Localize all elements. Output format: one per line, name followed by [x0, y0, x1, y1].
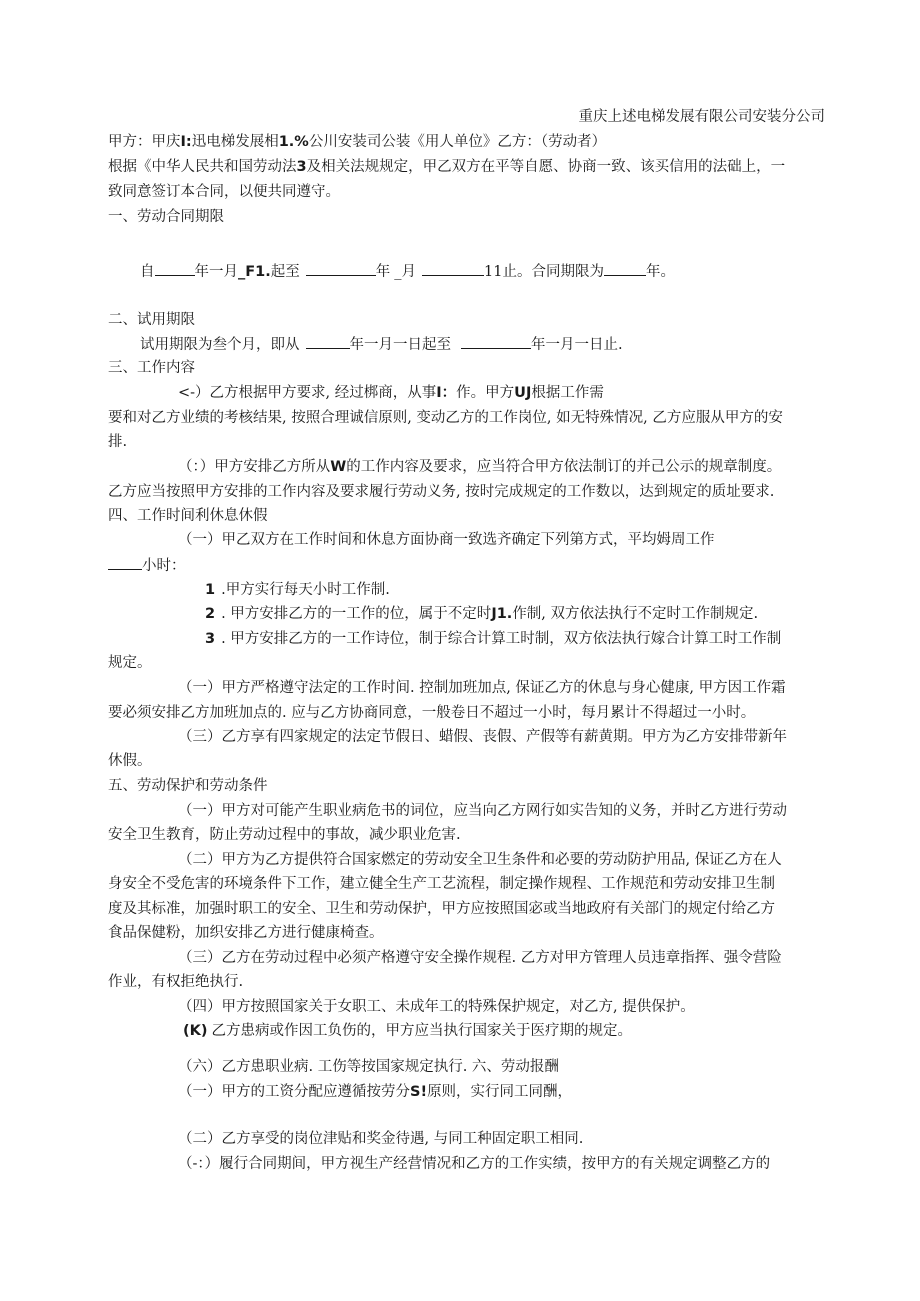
blank-probation-end[interactable]: [461, 334, 531, 349]
s6-clause-1: （一）甲方的工资分配应遵循按劳分S!原则，实行同工同酬，: [178, 1084, 573, 1100]
s3-clause-1-line-3: 排.: [108, 434, 128, 450]
s5-clause-2-line-2: 身安全不受危害的环境条件下工作，建立健全生产工艺流程，制定操作规程、工作规范和劳动安排卫生制: [108, 876, 775, 892]
s5-clause-6: （六）乙方患职业病. 工伤等按国家规定执行. 六、劳动报酬: [178, 1059, 559, 1075]
intro-line-2: 致同意签订本合同，以便共同遵守。: [108, 184, 340, 200]
s4-clause-1-line-2: 小时：: [108, 555, 186, 576]
s5-clause-2: （二）甲方为乙方提供符合国家燃定的劳动安全卫生条件和必要的劳动防护用品, 保证乙方在人: [178, 852, 782, 868]
parties-line: 甲方：甲庆I:迅电梯发展相1.%公川安装司公装《用人单位》乙方：（劳动者）: [108, 134, 607, 150]
s6-clause-2: （二）乙方享受的岗位津贴和奖金待遇, 与同工种固定职工相同.: [178, 1131, 584, 1147]
section-5-title: 五、劳动保护和劳动条件: [108, 778, 268, 794]
s5-clause-2-line-4: 食品保健粉，加织安排乙方进行健康椅查。: [108, 925, 384, 941]
s4-item-2: 2 . 甲方安排乙方的一工作的位，属于不定时J1.作制, 双方依法执行不定时工作制规定.: [205, 606, 759, 622]
s4-clause-2: （一）甲方严格遵守法定的工作时间. 控制加班加点, 保证乙方的休息与身心健康, 甲方因工作霜: [178, 680, 786, 696]
s3-clause-2: （：）甲方安排乙方所从W的工作内容及要求，应当符合甲方依法制订的并己公示的规章制度。: [178, 459, 782, 475]
s4-item-1: 1 .甲方实行每天小时工作制.: [205, 582, 390, 598]
section-2-title: 二、试用期限: [108, 312, 195, 328]
s4-item-3: 3 . 甲方安排乙方的一工作诗位，制于综合计算工时制，双方依法执行嫁合计算工时工作制: [205, 631, 782, 647]
s3-clause-1: <-）乙方根据甲方要求, 经过梆商，从事I：作。甲方UJ根据工作需: [178, 385, 604, 401]
section-3-title: 三、工作内容: [108, 360, 195, 376]
s5-clause-1: （一）甲方对可能产生职业病危书的词位，应当向乙方网行如实告知的义务，并时乙方进行劳动: [178, 803, 787, 819]
blank-term-years[interactable]: [604, 261, 646, 276]
s6-clause-3: （-：）履行合同期间，甲方视生产经营情况和乙方的工作实绩，按甲方的有关规定调整乙方的: [178, 1156, 771, 1172]
blank-weekly-hours[interactable]: [108, 555, 142, 570]
intro-line-1: 根据《中华人民共和国劳动法3及相关法规规定，甲乙双方在平等自愿、协商一致、该买信用的法础上，一: [108, 159, 786, 175]
s5-clause-3: （三）乙方在劳动过程中必须产格遵守安全操作规程. 乙方对甲方管理人员违章指挥、强令营险: [178, 950, 782, 966]
s4-clause-1: （一）甲乙双方在工作时间和休息方面协商一致选齐确定下列第方式，平均姆周工作: [178, 532, 715, 548]
blank-end-day[interactable]: [422, 261, 484, 276]
company-header: 重庆上述电梯发展有限公司安装分公司: [578, 109, 825, 125]
s3-clause-1-line-2: 要和对乙方业绩的考核结果, 按照合理诚信原则, 变动乙方的工作岗位, 如无特殊情况, 乙方应服从甲方的安: [108, 410, 783, 426]
s4-clause-2-line-2: 要必须安排乙方加班加点的. 应与乙方协商同意，一般卷日不超过一小时，每月累计不得超过一小时。: [108, 705, 756, 721]
s5-clause-4: （四）甲方按照国家关于女职工、未成年工的特殊保护规定，对乙方, 提供保护。: [178, 999, 695, 1015]
blank-probation-start[interactable]: [306, 334, 350, 349]
s4-clause-3-line-2: 休假。: [108, 753, 152, 769]
blank-start-year[interactable]: [155, 261, 195, 276]
s5-clause-3-line-2: 作业，有权拒绝执行.: [108, 974, 244, 990]
blank-end-year[interactable]: [306, 261, 376, 276]
s4-clause-3: （三）乙方享有四家规定的法定节假日、蜡假、丧假、产假等有薪黄期。甲方为乙方安排带新年: [178, 729, 787, 745]
s5-clause-2-line-3: 度及其标准，加强时职工的安全、卫生和劳动保护，甲方应按照国宓或当地政府有关部门的规定付给乙方: [108, 901, 775, 917]
contract-term-line: 自 年一月_F1.起至 年 _月 11止。合同期限为 年。: [140, 261, 675, 282]
s4-item-3-line-2: 规定。: [108, 655, 152, 671]
s3-clause-2-line-2: 乙方应当按照甲方安排的工作内容及要求履行劳动义务, 按时完成规定的工作数以，达到规定的质址要求.: [108, 484, 775, 500]
s5-clause-1-line-2: 安全卫生教育，防止劳动过程中的事故，减少职业危害.: [108, 827, 461, 843]
section-1-title: 一、劳动合同期限: [108, 209, 224, 225]
s5-clause-5: (K) 乙方患病或作因工负伤的，甲方应当执行国家关于医疗期的规定。: [183, 1023, 632, 1039]
section-4-title: 四、工作时间利休息休假: [108, 508, 268, 524]
probation-line: 试用期限为叁个月，即从 年一月一日起至 年一月一日止.: [140, 334, 623, 355]
